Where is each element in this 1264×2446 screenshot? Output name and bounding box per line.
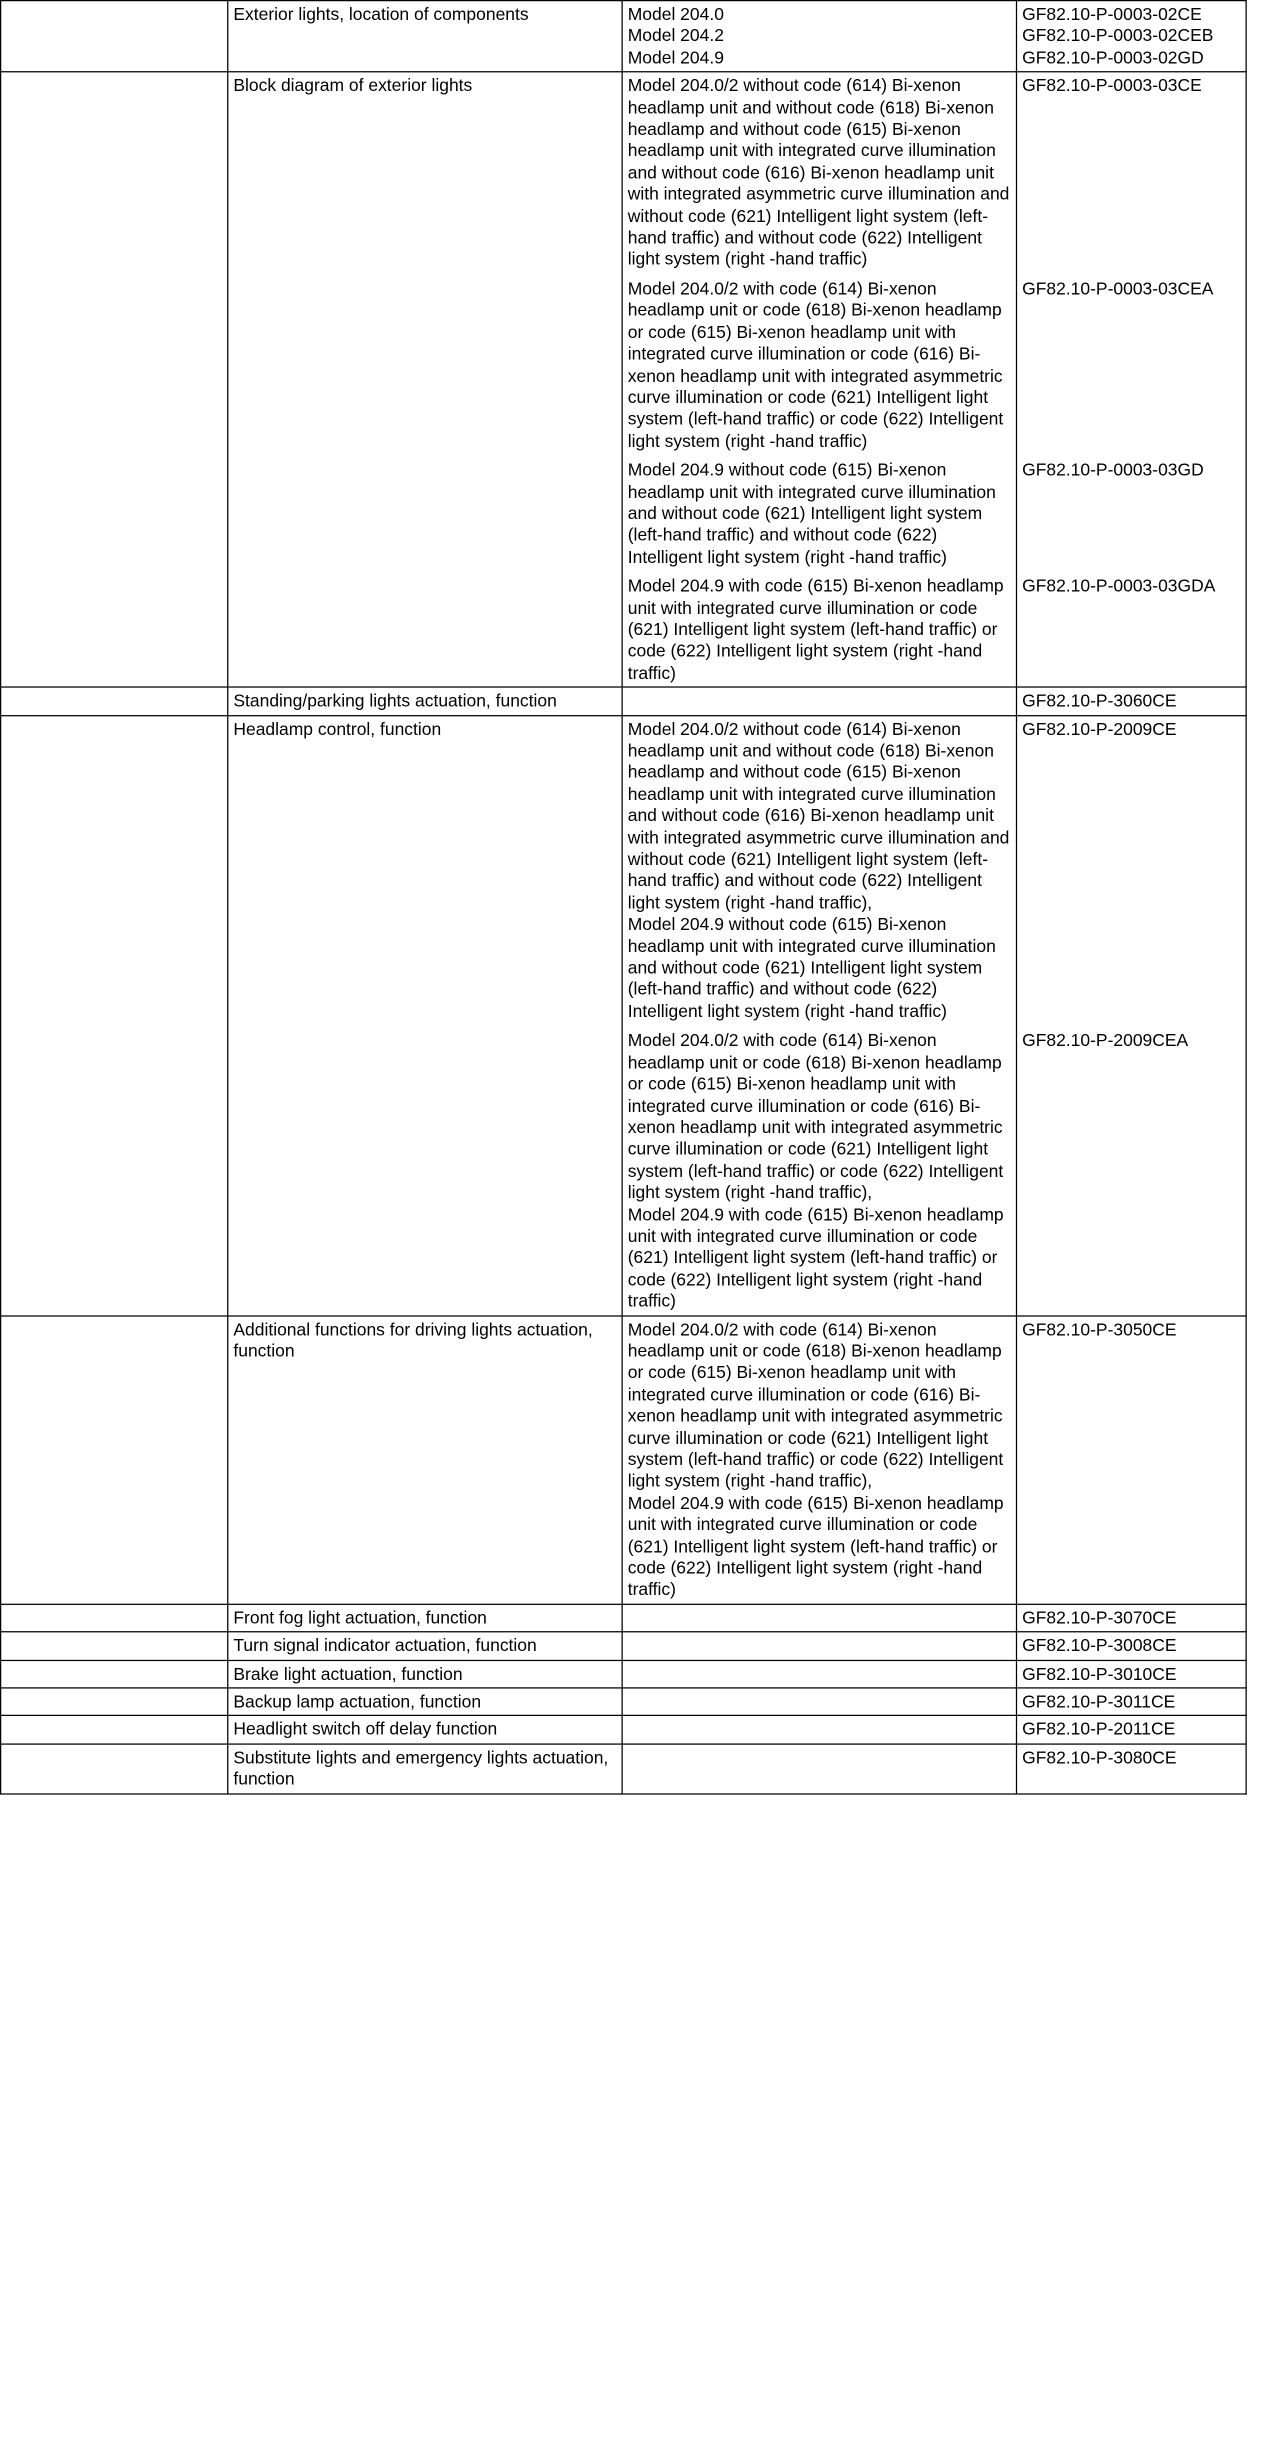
topic-cell: Standing/parking lights actuation, function xyxy=(228,687,622,715)
condition-text: Model 204.2 xyxy=(627,25,724,46)
topic-cell: Substitute lights and emergency lights actuation, function xyxy=(228,1744,622,1794)
reference-code: GF82.10-P-2009CEA xyxy=(1022,1029,1189,1050)
blank-cell xyxy=(1,1315,228,1604)
topic-cell: Additional functions for driving lights actuation, function xyxy=(228,1315,622,1604)
condition-text: Model 204.0/2 without code (614) Bi-xenon headlamp unit and without code (618) Bi-xenon headlamp and without code (615) Bi-xenon headlamp unit with integrated curve illumination and without code (616) Bi-xenon headlamp unit with integrated asymmetric curve illumination and without code (621) Intelligent light system (left-hand traffic) and without code (622) Intelligent light system (right -hand traffic), Model 204.9 without code (615) Bi-xenon headlamp unit with integrated curve illumination and without code (621) Intelligent light system (left-hand traffic) and without code (622) Intelligent light system (right -hand traffic) xyxy=(627,718,1010,1021)
topic-cell: Headlight switch off delay function xyxy=(228,1716,622,1744)
reference-code: GF82.10-P-2009CE xyxy=(1022,718,1177,739)
table-row xyxy=(1,1,1247,72)
reference-code: GF82.10-P-3060CE xyxy=(1022,690,1177,711)
table-row xyxy=(1,687,1247,715)
reference-code: GF82.10-P-0003-03GDA xyxy=(1022,575,1216,596)
reference-code: GF82.10-P-3010CE xyxy=(1022,1663,1177,1684)
topic-cell: Front fog light actuation, function xyxy=(228,1604,622,1632)
reference-code: GF82.10-P-0003-03GD xyxy=(1022,459,1204,480)
table-row xyxy=(1,1660,1247,1688)
reference-code: GF82.10-P-3008CE xyxy=(1022,1635,1177,1656)
reference-code: GF82.10-P-3080CE xyxy=(1022,1747,1177,1768)
reference-cell xyxy=(1016,1604,1246,1632)
reference-cell xyxy=(1016,715,1246,1315)
reference-table-body xyxy=(1,1,1247,1794)
table-row xyxy=(1,715,1247,1315)
condition-text: Model 204.9 xyxy=(627,47,724,68)
reference-cell xyxy=(1016,687,1246,715)
topic-cell: Brake light actuation, function xyxy=(228,1660,622,1688)
table-row xyxy=(1,1688,1247,1716)
reference-cell xyxy=(1016,1688,1246,1716)
blank-cell xyxy=(1,1660,228,1688)
condition-cell xyxy=(622,715,1016,1315)
condition-cell xyxy=(622,1632,1016,1660)
reference-cell xyxy=(1016,1632,1246,1660)
condition-cell xyxy=(622,1688,1016,1716)
condition-text: Model 204.0 xyxy=(627,3,724,24)
table-row xyxy=(1,1315,1247,1604)
condition-cell xyxy=(622,1604,1016,1632)
blank-cell xyxy=(1,1632,228,1660)
reference-code: GF82.10-P-3050CE xyxy=(1022,1318,1177,1339)
condition-cell xyxy=(622,1315,1016,1604)
reference-code: GF82.10-P-2011CE xyxy=(1022,1719,1176,1740)
reference-cell xyxy=(1016,1315,1246,1604)
reference-code: GF82.10-P-3070CE xyxy=(1022,1607,1177,1628)
blank-cell xyxy=(1,1604,228,1632)
blank-cell xyxy=(1,687,228,715)
condition-text: Model 204.0/2 with code (614) Bi-xenon headlamp unit or code (618) Bi-xenon headlamp or code (615) Bi-xenon headlamp unit with integrated curve illumination or code (616) Bi-xenon headlamp unit with integrated asymmetric curve illumination or code (621) Intelligent light system (left-hand traffic) or code (622) Intelligent light system (right -hand traffic), Model 204.9 with code (615) Bi-xenon headlamp unit with integrated curve illumination or code (621) Intelligent light system (left-hand traffic) or code (622) Intelligent light system (right -hand traffic) xyxy=(627,1029,1004,1311)
blank-cell xyxy=(1,1688,228,1716)
condition-cell xyxy=(622,1716,1016,1744)
topic-cell: Turn signal indicator actuation, function xyxy=(228,1632,622,1660)
condition-text: Model 204.0/2 with code (614) Bi-xenon headlamp unit or code (618) Bi-xenon headlamp or code (615) Bi-xenon headlamp unit with integrated curve illumination or code (616) Bi-xenon headlamp unit with integrated asymmetric curve illumination or code (621) Intelligent light system (left-hand traffic) or code (622) Intelligent light system (right -hand traffic) xyxy=(627,278,1004,451)
blank-cell xyxy=(1,72,228,687)
table-row xyxy=(1,1604,1247,1632)
reference-code: GF82.10-P-0003-02GD xyxy=(1022,47,1204,68)
blank-cell xyxy=(1,1716,228,1744)
topic-cell: Block diagram of exterior lights xyxy=(228,72,622,687)
blank-cell xyxy=(1,715,228,1315)
condition-text: Model 204.0/2 with code (614) Bi-xenon headlamp unit or code (618) Bi-xenon headlamp or code (615) Bi-xenon headlamp unit with integrated curve illumination or code (616) Bi-xenon headlamp unit with integrated asymmetric curve illumination or code (621) Intelligent light system (left-hand traffic) or code (622) Intelligent light system (right -hand traffic), Model 204.9 with code (615) Bi-xenon headlamp unit with integrated curve illumination or code (621) Intelligent light system (left-hand traffic) or code (622) Intelligent light system (right -hand traffic) xyxy=(627,1318,1004,1600)
table-row xyxy=(1,1716,1247,1744)
reference-code: GF82.10-P-0003-03CEA xyxy=(1022,278,1214,299)
condition-cell xyxy=(622,72,1016,687)
topic-cell: Headlamp control, function xyxy=(228,715,622,1315)
reference-code: GF82.10-P-3011CE xyxy=(1022,1691,1176,1712)
table-row xyxy=(1,1744,1247,1794)
condition-cell xyxy=(622,1,1016,72)
condition-cell xyxy=(622,1744,1016,1794)
reference-code: GF82.10-P-0003-02CE xyxy=(1022,3,1202,24)
reference-cell xyxy=(1016,72,1246,687)
reference-code: GF82.10-P-0003-02CEB xyxy=(1022,25,1214,46)
condition-text: Model 204.9 with code (615) Bi-xenon headlamp unit with integrated curve illumination or code (621) Intelligent light system (left-hand traffic) or code (622) Intelligent light system (right -hand traffic) xyxy=(627,575,1004,683)
topic-cell: Exterior lights, location of components xyxy=(228,1,622,72)
reference-cell xyxy=(1016,1744,1246,1794)
topic-cell: Backup lamp actuation, function xyxy=(228,1688,622,1716)
condition-cell xyxy=(622,687,1016,715)
blank-cell xyxy=(1,1,228,72)
reference-cell xyxy=(1016,1,1246,72)
reference-cell xyxy=(1016,1660,1246,1688)
reference-code: GF82.10-P-0003-03CE xyxy=(1022,75,1202,96)
table-row xyxy=(1,1632,1247,1660)
condition-text: Model 204.9 without code (615) Bi-xenon headlamp unit with integrated curve illumination and without code (621) Intelligent light system (left-hand traffic) and without code (622) Intelligent light system (right -hand traffic) xyxy=(627,459,996,567)
blank-cell xyxy=(1,1744,228,1794)
reference-cell xyxy=(1016,1716,1246,1744)
table-row xyxy=(1,72,1247,687)
condition-cell xyxy=(622,1660,1016,1688)
condition-text: Model 204.0/2 without code (614) Bi-xenon headlamp unit and without code (618) Bi-xenon headlamp and without code (615) Bi-xenon headlamp unit with integrated curve illumination and without code (616) Bi-xenon headlamp unit with integrated asymmetric curve illumination and without code (621) Intelligent light system (left-hand traffic) and without code (622) Intelligent light system (right -hand traffic) xyxy=(627,75,1010,269)
